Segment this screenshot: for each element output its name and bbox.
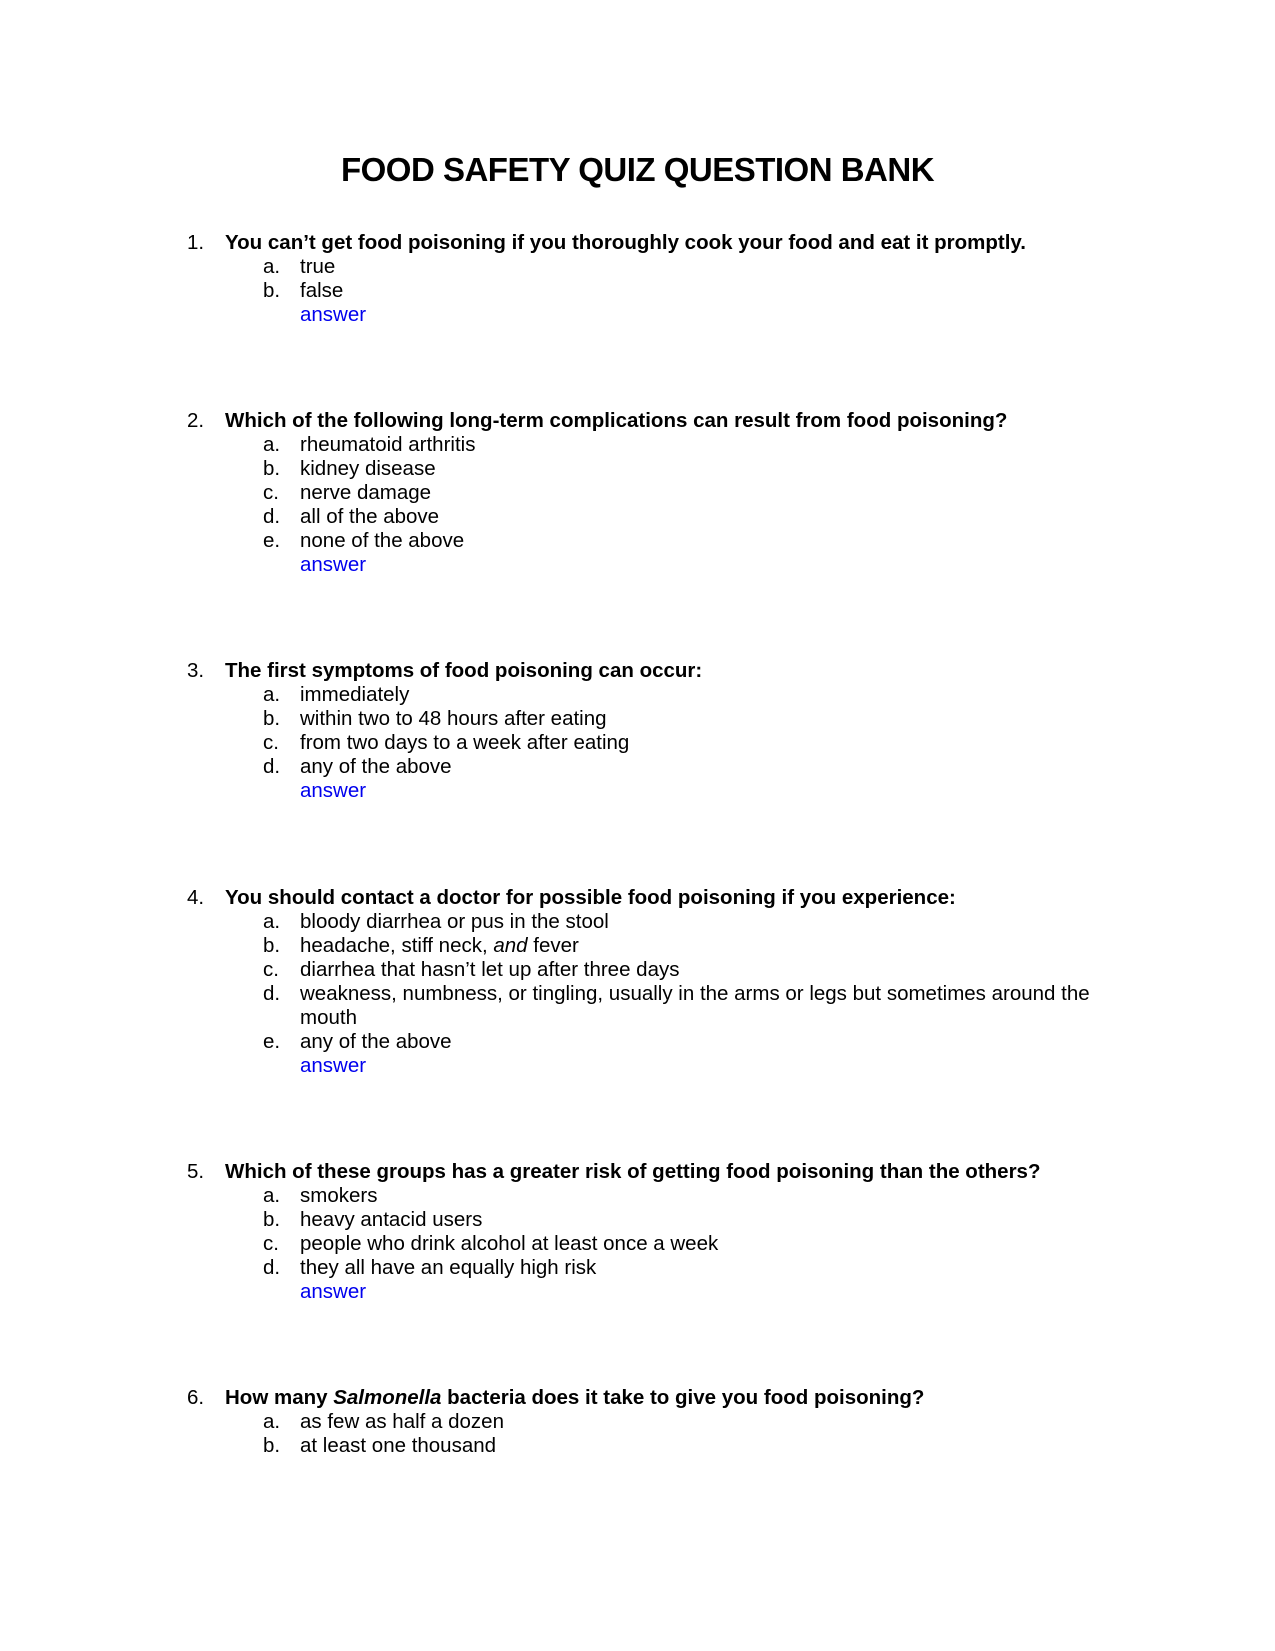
- question-text: Which of the following long-term complications can result from food poisoning?: [225, 409, 1008, 432]
- option-letter: d.: [263, 505, 281, 528]
- option-letter: a.: [263, 255, 281, 278]
- option-letter: d.: [263, 755, 281, 778]
- option-text: all of the above: [300, 505, 440, 528]
- option-text: they all have an equally high risk: [300, 1256, 597, 1279]
- option-text: headache, stiff neck, and fever: [300, 934, 579, 957]
- option: [0, 1410, 1275, 1434]
- question-text: You should contact a doctor for possible food poisoning if you experience:: [225, 886, 956, 909]
- emphasis: and: [493, 934, 528, 957]
- option-letter: a.: [263, 1410, 281, 1433]
- question-number: 4.: [187, 886, 205, 909]
- option: [0, 755, 1275, 779]
- question-number: 1.: [187, 231, 205, 254]
- option: [0, 481, 1275, 505]
- option-letter: b.: [263, 1208, 281, 1231]
- answer-link[interactable]: answer: [300, 303, 367, 326]
- question-text: You can’t get food poisoning if you thoroughly cook your food and eat it promptly.: [225, 231, 1026, 254]
- answer-link[interactable]: answer: [300, 1280, 367, 1303]
- question-number: 5.: [187, 1160, 205, 1183]
- option-letter: d.: [263, 982, 281, 1005]
- option: [0, 934, 1275, 958]
- option: [0, 707, 1275, 731]
- option-letter: b.: [263, 279, 281, 302]
- option-text: from two days to a week after eating: [300, 731, 630, 754]
- option-text: false: [300, 279, 344, 302]
- question-4: [0, 886, 1275, 1078]
- answer-link[interactable]: answer: [300, 553, 367, 576]
- option-text: diarrhea that hasn’t let up after three days: [300, 958, 680, 981]
- option-text: heavy antacid users: [300, 1208, 483, 1231]
- option-text: true: [300, 255, 336, 278]
- option: [0, 1434, 1275, 1458]
- question-6: [0, 1386, 1275, 1458]
- option-text: smokers: [300, 1184, 378, 1207]
- option: [0, 433, 1275, 457]
- option-text: weakness, numbness, or tingling, usually in the arms or legs but sometimes around the mouth: [300, 982, 1090, 1029]
- question-text: How many Salmonella bacteria does it take to give you food poisoning?: [225, 1386, 925, 1409]
- option-letter: c.: [263, 481, 279, 504]
- page-title: FOOD SAFETY QUIZ QUESTION BANK: [340, 151, 935, 188]
- question-number: 3.: [187, 659, 205, 682]
- question-1: [0, 231, 1275, 327]
- answer-link[interactable]: answer: [300, 779, 367, 802]
- option: [0, 255, 1275, 279]
- option-text: rheumatoid arthritis: [300, 433, 476, 456]
- question-text: Which of these groups has a greater risk of getting food poisoning than the others?: [225, 1160, 1041, 1183]
- option: [0, 731, 1275, 755]
- option-text: kidney disease: [300, 457, 436, 480]
- option-letter: d.: [263, 1256, 281, 1279]
- option-letter: c.: [263, 958, 279, 981]
- option: [0, 1256, 1275, 1280]
- option: [0, 982, 1275, 1030]
- option-text: nerve damage: [300, 481, 432, 504]
- option-letter: e.: [263, 1030, 281, 1053]
- option: [0, 457, 1275, 481]
- option-letter: a.: [263, 683, 281, 706]
- option-text: at least one thousand: [300, 1434, 497, 1457]
- option-text: immediately: [300, 683, 410, 706]
- option: [0, 1232, 1275, 1256]
- option-text: as few as half a dozen: [300, 1410, 504, 1433]
- option-text: within two to 48 hours after eating: [300, 707, 607, 730]
- option: [0, 505, 1275, 529]
- option-letter: c.: [263, 731, 279, 754]
- option-letter: b.: [263, 457, 281, 480]
- emphasis: Salmonella: [333, 1386, 442, 1409]
- option: [0, 279, 1275, 303]
- option: [0, 1184, 1275, 1208]
- option-letter: a.: [263, 433, 281, 456]
- question-number: 6.: [187, 1386, 205, 1409]
- option-text: people who drink alcohol at least once a week: [300, 1232, 719, 1255]
- option: [0, 1208, 1275, 1232]
- option-letter: b.: [263, 707, 281, 730]
- option-letter: b.: [263, 1434, 281, 1457]
- option: [0, 910, 1275, 934]
- option: [0, 683, 1275, 707]
- option-text: bloody diarrhea or pus in the stool: [300, 910, 609, 933]
- question-2: [0, 409, 1275, 577]
- option-letter: b.: [263, 934, 281, 957]
- option: [0, 1030, 1275, 1054]
- option: [0, 958, 1275, 982]
- question-3: [0, 659, 1275, 803]
- question-5: [0, 1160, 1275, 1304]
- question-number: 2.: [187, 409, 205, 432]
- option-text: any of the above: [300, 1030, 452, 1053]
- option-letter: a.: [263, 1184, 281, 1207]
- option-letter: a.: [263, 910, 281, 933]
- option-letter: c.: [263, 1232, 279, 1255]
- option-letter: e.: [263, 529, 281, 552]
- option: [0, 529, 1275, 553]
- option-text: any of the above: [300, 755, 452, 778]
- option-text: none of the above: [300, 529, 465, 552]
- question-text: The first symptoms of food poisoning can occur:: [225, 659, 703, 682]
- answer-link[interactable]: answer: [300, 1054, 367, 1077]
